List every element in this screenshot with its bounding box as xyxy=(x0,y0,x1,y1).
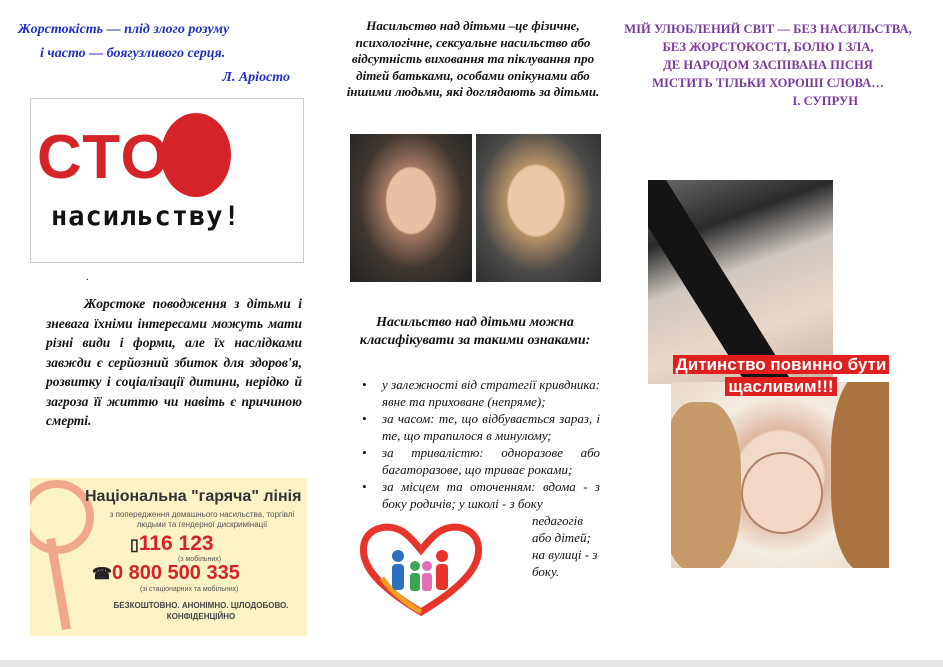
hotline-number-2 xyxy=(92,562,240,585)
poem-author: І. СУПРУН xyxy=(792,94,858,108)
poem-epigraph xyxy=(618,20,918,110)
quote-line-2: і часто — боягузливого серця. xyxy=(40,46,226,61)
hotline-subtitle: з попередження домашнього насильства, торгівлі людьми та гендерної дискримінації xyxy=(109,510,295,529)
hotline-number-2-note: (зі стаціонарних та мобільних) xyxy=(140,586,239,593)
poem-line-4: МІСТИТЬ ТІЛЬКИ ХОРОШІ СЛОВА… xyxy=(652,76,884,90)
classification-heading: Насильство над дітьми можна класифікувати за такими ознаками: xyxy=(359,315,591,348)
list-item: • за часом: те, що відбувається зараз, і те, що трапилося в минулому; xyxy=(362,410,600,444)
family-painting xyxy=(671,382,889,568)
poem-line-2: БЕЗ ЖОРСТОКОСТІ, БОЛЮ І ЗЛА, xyxy=(662,40,874,54)
stop-violence-logo xyxy=(30,98,304,263)
list-item-continuation: педагогів або дітей; на вулиці - з боку. xyxy=(532,513,598,579)
hotline-title: Національна "гаряча" лінія xyxy=(85,488,302,505)
mother-figure xyxy=(671,402,741,568)
stop-logo-subtitle: насильству! xyxy=(51,201,241,232)
stray-dot: . xyxy=(86,272,89,283)
mobile-phone-icon: ▯ xyxy=(130,537,139,554)
poem-line-3: ДЕ НАРОДОМ ЗАСПІВАНА ПІСНЯ xyxy=(663,58,873,72)
epigraph-quote xyxy=(18,18,308,90)
hotline-number-1-text: 116 123 xyxy=(138,532,214,555)
crying-boy-photo xyxy=(476,134,601,282)
hotline-banner xyxy=(30,478,307,636)
abuse-paragraph: Жорстоке поводження з дітьми і зневага їхніми інтересами можуть мати різні види і форми, але їх наслідками завжди є серйозний збиток для здоров'я, розвитку і соціалізації дитини, нерідко й загроза її життю чи навіть є причиною смерті. xyxy=(46,296,302,428)
list-item: • за місцем та оточенням: вдома - з боку родичів; у школі - з боку xyxy=(362,478,600,512)
quote-line-1: Жорстокість — плід злого розуму xyxy=(18,22,230,37)
family-heart-icon xyxy=(356,520,486,618)
list-item: • за тривалістю: одноразове або багаторазове, що триває роками; xyxy=(362,444,600,478)
banner-text: Дитинство повинно бути щасливим!!! xyxy=(673,355,890,396)
hotline-number-2-text: 0 800 500 335 xyxy=(111,562,240,584)
poem-line-1: МІЙ УЛЮБЛЕНИЙ СВІТ — БЕЗ НАСИЛЬСТВА, xyxy=(624,22,912,36)
page-bottom-edge xyxy=(0,660,943,667)
hotline-number-1-note: (з мобільних) xyxy=(178,556,222,563)
baby-face xyxy=(741,452,823,534)
father-figure xyxy=(831,382,889,568)
hotline-number-1 xyxy=(130,532,214,556)
violence-definition: Насильство над дітьми –це фізичне, психологічне, сексуальне насильство або відсутність виховання та піклування про дітей батьками, особами опікунами або іншими людьми, які доглядають за дітьми. xyxy=(346,18,600,99)
crying-girl-photo xyxy=(350,134,472,282)
quote-author: Л. Аріосто xyxy=(222,70,290,85)
list-item: • у залежності від стратегії кривдника: явне та приховане (непряме); xyxy=(362,376,600,410)
hotline-footer: БЕЗКОШТОВНО. АНОНІМНО. ЦІЛОДОБОВО. КОНФІДЕНЦІЙНО xyxy=(113,601,289,621)
stop-logo-word: СТОП xyxy=(37,123,218,192)
landline-phone-icon: ☎ xyxy=(92,566,112,583)
happy-childhood-banner xyxy=(672,354,890,398)
